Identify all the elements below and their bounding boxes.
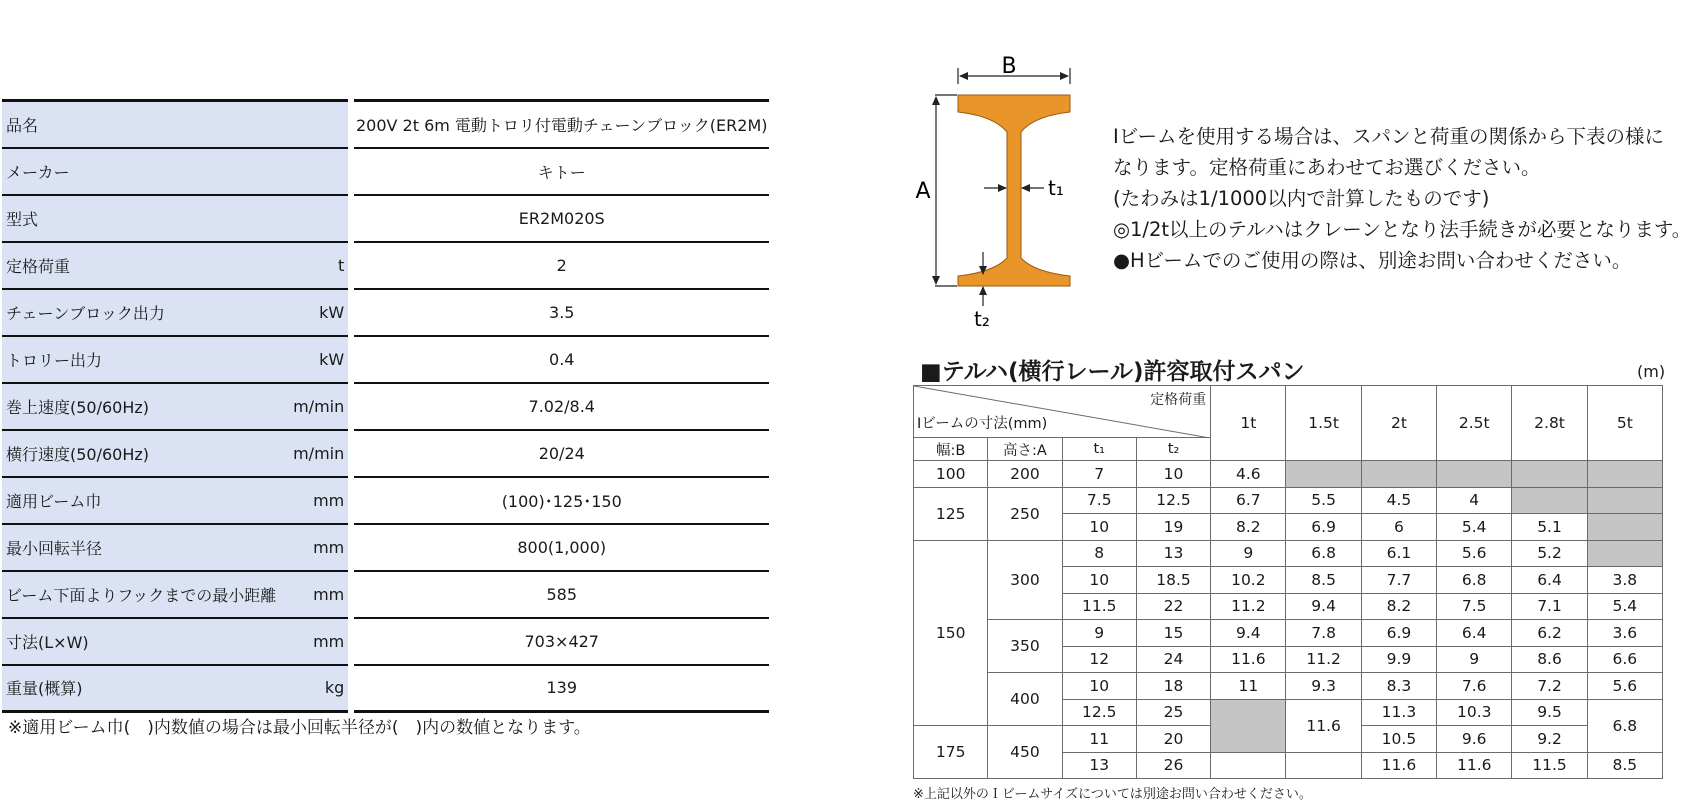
beam-height-cell: 400 [988,673,1062,726]
spec-value: 200V 2t 6m 電動トロリ付電動チェーンブロック(ER2M) [351,101,769,148]
span-value-cell [1587,461,1662,488]
load-header: 1t [1211,386,1286,461]
span-header-corner [914,386,1211,438]
span-row [914,673,1663,700]
span-value-cell: 3.6 [1587,620,1662,647]
spec-table [2,99,769,713]
span-value-cell: 3.8 [1587,567,1662,594]
span-value-cell [1211,752,1286,779]
thickness-t1-cell: 11.5 [1062,593,1136,620]
spec-row [2,477,769,524]
spec-label: チェーンブロック出力 [2,289,276,336]
span-value-cell: 9.6 [1437,726,1512,753]
span-value-cell [1437,461,1512,488]
span-value-cell: 7.6 [1437,673,1512,700]
span-value-cell: 10.2 [1211,567,1286,594]
thickness-t1-cell: 12 [1062,646,1136,673]
spec-row [2,336,769,383]
i-beam-diagram [908,50,1108,330]
span-table-note: ※上記以外のＩビームサイズについては別途お問い合わせください。 [913,787,1312,802]
sub-header: 高さ:A [988,438,1062,461]
thickness-t2-cell: 12.5 [1136,487,1210,514]
spec-value: 585 [351,571,769,618]
spec-value: 20/24 [351,430,769,477]
spec-value: 800(1,000) [351,524,769,571]
span-value-cell [1512,487,1587,514]
spec-unit: kg [276,665,351,712]
spec-value: ER2M020S [351,195,769,242]
span-value-cell: 9.9 [1361,646,1436,673]
span-value-cell: 9.4 [1211,620,1286,647]
span-value-cell [1286,461,1361,488]
spec-value: 2 [351,242,769,289]
spec-label: メーカー [2,148,276,195]
span-value-cell: 9.3 [1286,673,1361,700]
span-value-cell [1361,461,1436,488]
span-value-cell: 4.5 [1361,487,1436,514]
thickness-t1-cell: 10 [1062,514,1136,541]
span-value-cell: 6.2 [1512,620,1587,647]
spec-unit: m/min [276,430,351,477]
beam-label-t2: t₂ [974,307,990,330]
spec-note: ※適用ビーム巾( )内数値の場合は最小回転半径が( )内の数値となります。 [8,718,591,738]
spec-label: 巻上速度(50/60Hz) [2,383,276,430]
beam-label-t1: t₁ [1048,176,1064,200]
spec-label: 適用ビーム巾 [2,477,276,524]
spec-label: ビーム下面よりフックまでの最小距離 [2,571,276,618]
spec-row [2,430,769,477]
span-table [913,385,1663,779]
span-value-cell: 5.2 [1512,540,1587,567]
spec-label: 寸法(L×W) [2,618,276,665]
spec-label: 品名 [2,101,276,148]
span-value-cell: 7.2 [1512,673,1587,700]
span-value-cell [1211,699,1286,752]
spec-row [2,383,769,430]
span-value-cell: 6.8 [1286,540,1361,567]
span-value-cell: 5.5 [1286,487,1361,514]
span-value-cell [1587,487,1662,514]
description-line: Iビームを使用する場合は、スパンと荷重の関係から下表の様に [1113,125,1664,148]
spec-unit: m/min [276,383,351,430]
load-header: 2t [1361,386,1436,461]
span-value-cell: 10.5 [1361,726,1436,753]
thickness-t2-cell: 24 [1136,646,1210,673]
spec-row [2,242,769,289]
span-value-cell: 11.6 [1211,646,1286,673]
thickness-t2-cell: 15 [1136,620,1210,647]
beam-height-cell: 200 [988,461,1062,488]
span-value-cell [1587,514,1662,541]
span-row [914,620,1663,647]
spec-label: 型式 [2,195,276,242]
beam-height-cell: 450 [988,726,1062,779]
thickness-t1-cell: 13 [1062,752,1136,779]
spec-row [2,524,769,571]
thickness-t1-cell: 11 [1062,726,1136,753]
span-value-cell: 9 [1437,646,1512,673]
spec-label: 横行速度(50/60Hz) [2,430,276,477]
span-value-cell: 7.7 [1361,567,1436,594]
sub-header: t₁ [1062,438,1136,461]
description-text [1113,121,1698,276]
span-value-cell: 8.2 [1361,593,1436,620]
thickness-t1-cell: 10 [1062,567,1136,594]
thickness-t2-cell: 19 [1136,514,1210,541]
span-value-cell: 8.2 [1211,514,1286,541]
span-value-cell: 4.6 [1211,461,1286,488]
thickness-t1-cell: 7.5 [1062,487,1136,514]
spec-row [2,665,769,712]
thickness-t1-cell: 9 [1062,620,1136,647]
span-value-cell: 11.6 [1361,752,1436,779]
description-line: ◎1/2t以上のテルハはクレーンとなり法手続きが必要となります。 [1113,218,1692,241]
thickness-t2-cell: 25 [1136,699,1210,726]
description-line: なります。定格荷重にあわせてお選びください。 [1113,156,1541,179]
span-value-cell: 11.2 [1211,593,1286,620]
load-header: 5t [1587,386,1662,461]
span-row [914,540,1663,567]
beam-width-cell: 125 [914,487,988,540]
thickness-t1-cell: 12.5 [1062,699,1136,726]
spec-row [2,148,769,195]
span-value-cell: 5.6 [1587,673,1662,700]
span-value-cell: 9 [1211,540,1286,567]
span-value-cell: 8.6 [1512,646,1587,673]
span-value-cell [1587,540,1662,567]
span-value-cell [1512,461,1587,488]
span-table-unit: (m) [1637,362,1666,381]
spec-unit: mm [276,524,351,571]
spec-row [2,618,769,665]
load-header: 2.8t [1512,386,1587,461]
spec-row [2,195,769,242]
spec-unit: kW [276,336,351,383]
thickness-t2-cell: 20 [1136,726,1210,753]
span-value-cell: 11 [1211,673,1286,700]
header-load-label: 定格荷重 [1150,392,1207,408]
span-value-cell: 11.5 [1512,752,1587,779]
spec-row [2,101,769,148]
spec-row [2,571,769,618]
beam-label-b: B [1001,54,1017,79]
beam-label-a: A [915,179,931,204]
span-value-cell: 6.9 [1361,620,1436,647]
spec-unit [276,101,351,148]
spec-unit: kW [276,289,351,336]
span-value-cell [1286,752,1361,779]
span-value-cell: 6.8 [1587,699,1662,752]
thickness-t2-cell: 18.5 [1136,567,1210,594]
span-value-cell: 5.1 [1512,514,1587,541]
spec-row [2,289,769,336]
thickness-t2-cell: 13 [1136,540,1210,567]
span-value-cell: 8.3 [1361,673,1436,700]
beam-width-cell: 175 [914,726,988,779]
thickness-t2-cell: 18 [1136,673,1210,700]
description-line: (たわみは1/1000以内で計算したものです) [1113,187,1490,210]
span-value-cell: 8.5 [1286,567,1361,594]
beam-height-cell: 250 [988,487,1062,540]
span-value-cell: 6.4 [1512,567,1587,594]
spec-value: 139 [351,665,769,712]
span-row [914,461,1663,488]
span-value-cell: 11.6 [1286,699,1361,752]
spec-value: キトー [351,148,769,195]
spec-value: (100)･125･150 [351,477,769,524]
span-value-cell: 9.5 [1512,699,1587,726]
spec-label: 重量(概算) [2,665,276,712]
span-value-cell: 11.2 [1286,646,1361,673]
span-value-cell: 5.4 [1437,514,1512,541]
thickness-t1-cell: 7 [1062,461,1136,488]
span-value-cell: 6.1 [1361,540,1436,567]
span-value-cell: 6.6 [1587,646,1662,673]
spec-unit: mm [276,477,351,524]
span-value-cell: 6.4 [1437,620,1512,647]
thickness-t1-cell: 10 [1062,673,1136,700]
span-value-cell: 6.9 [1286,514,1361,541]
thickness-t2-cell: 26 [1136,752,1210,779]
header-dim-label: Iビームの寸法(mm) [917,416,1048,432]
description-line: ●Hビームでのご使用の際は、別途お問い合わせください。 [1113,249,1632,272]
spec-unit [276,148,351,195]
sub-header: t₂ [1136,438,1210,461]
spec-label: トロリー出力 [2,336,276,383]
span-value-cell: 8.5 [1587,752,1662,779]
load-header: 1.5t [1286,386,1361,461]
span-value-cell: 9.2 [1512,726,1587,753]
spec-value: 703×427 [351,618,769,665]
spec-value: 3.5 [351,289,769,336]
beam-height-cell: 350 [988,620,1062,673]
span-value-cell: 11.3 [1361,699,1436,726]
beam-width-cell: 100 [914,461,988,488]
thickness-t1-cell: 8 [1062,540,1136,567]
spec-unit: mm [276,571,351,618]
span-value-cell: 7.1 [1512,593,1587,620]
span-value-cell: 7.5 [1437,593,1512,620]
span-value-cell: 9.4 [1286,593,1361,620]
beam-height-cell: 300 [988,540,1062,620]
sub-header: 幅:B [914,438,988,461]
span-row [914,487,1663,514]
beam-width-cell: 150 [914,540,988,726]
span-value-cell: 10.3 [1437,699,1512,726]
span-value-cell: 6.7 [1211,487,1286,514]
span-table-title: ■テルハ(横行レール)許容取付スパン [920,359,1305,385]
span-value-cell: 5.6 [1437,540,1512,567]
span-value-cell: 6 [1361,514,1436,541]
span-value-cell: 6.8 [1437,567,1512,594]
spec-unit: mm [276,618,351,665]
spec-unit [276,195,351,242]
span-value-cell: 5.4 [1587,593,1662,620]
span-value-cell: 11.6 [1437,752,1512,779]
thickness-t2-cell: 22 [1136,593,1210,620]
spec-value: 7.02/8.4 [351,383,769,430]
spec-unit: t [276,242,351,289]
load-header: 2.5t [1437,386,1512,461]
span-value-cell: 4 [1437,487,1512,514]
spec-value: 0.4 [351,336,769,383]
spec-label: 最小回転半径 [2,524,276,571]
spec-label: 定格荷重 [2,242,276,289]
thickness-t2-cell: 10 [1136,461,1210,488]
span-value-cell: 7.8 [1286,620,1361,647]
